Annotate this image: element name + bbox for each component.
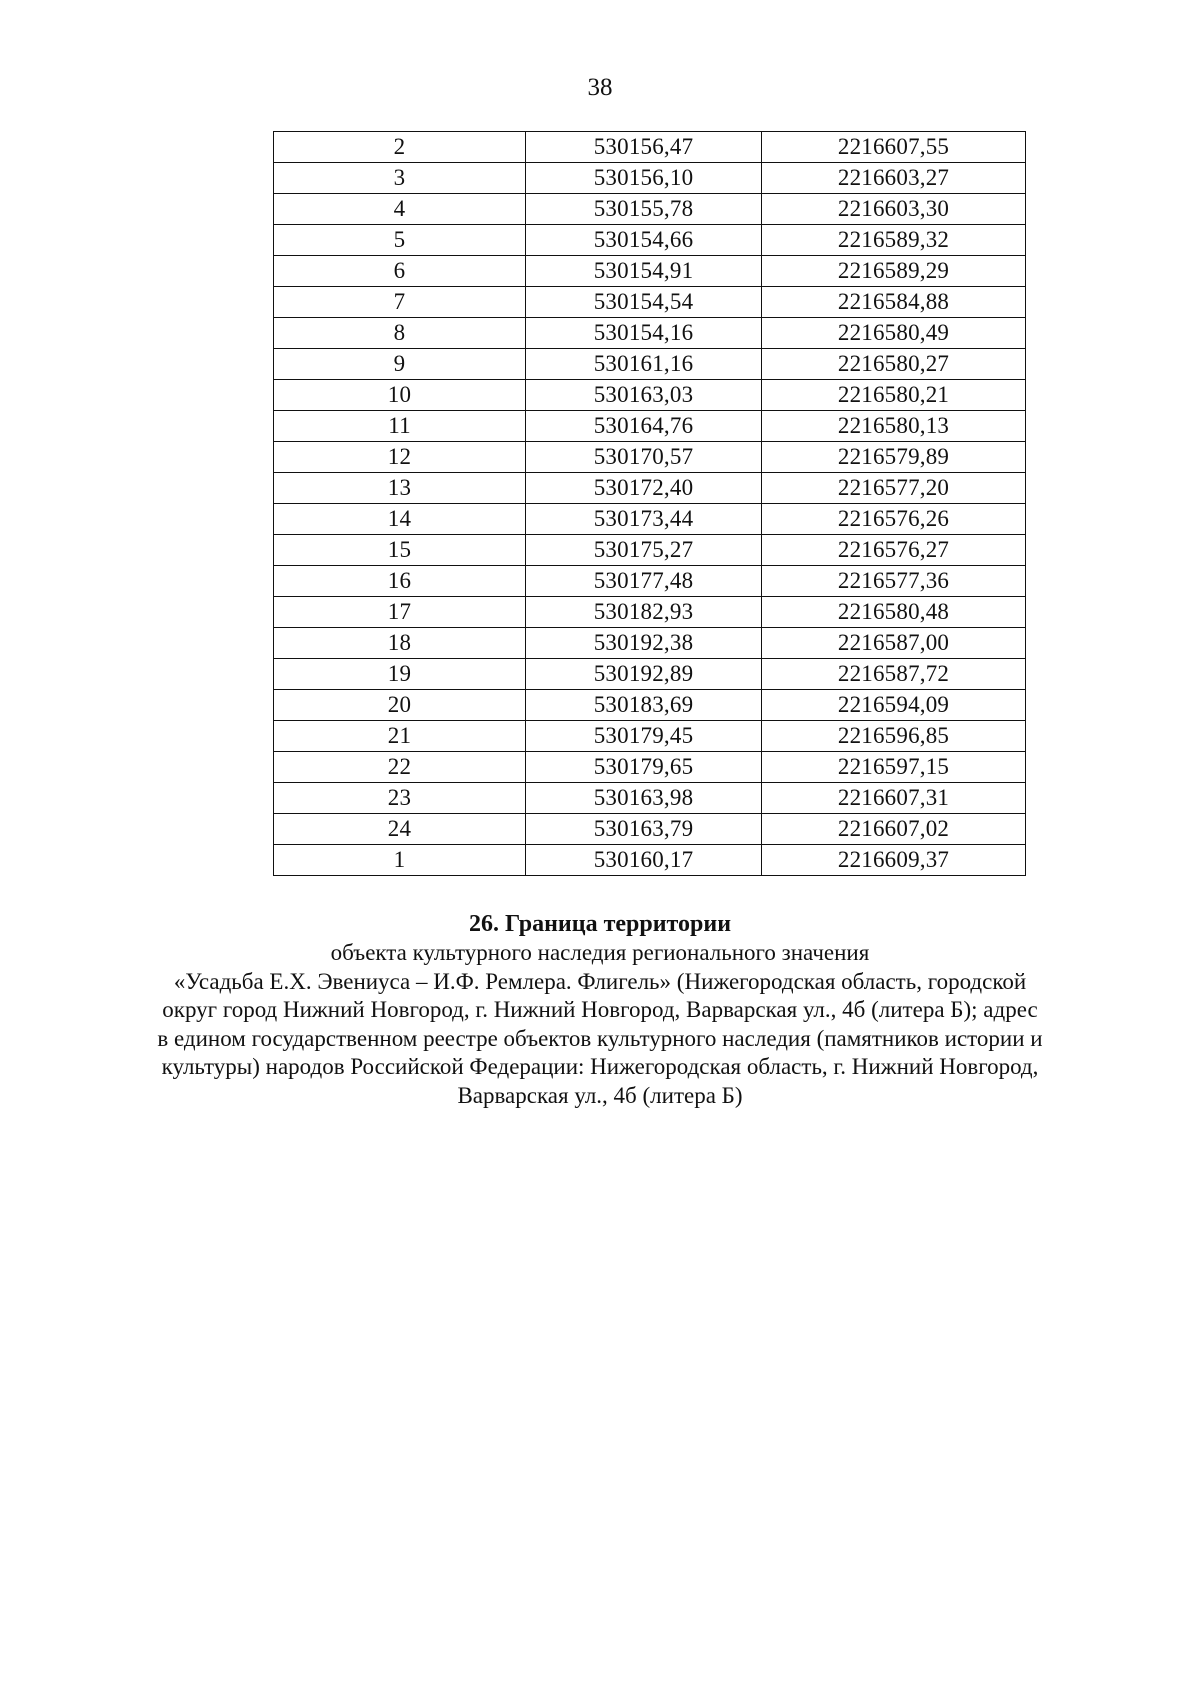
point-number-cell: 1 bbox=[274, 845, 526, 876]
table-row bbox=[274, 659, 1026, 690]
y-coordinate-cell: 2216603,30 bbox=[762, 194, 1026, 225]
point-number-cell: 6 bbox=[274, 256, 526, 287]
point-number-cell: 10 bbox=[274, 380, 526, 411]
y-coordinate-cell: 2216607,31 bbox=[762, 783, 1026, 814]
table-row bbox=[274, 380, 1026, 411]
table-row bbox=[274, 256, 1026, 287]
point-number-cell: 12 bbox=[274, 442, 526, 473]
x-coordinate-cell: 530154,66 bbox=[526, 225, 762, 256]
x-coordinate-cell: 530182,93 bbox=[526, 597, 762, 628]
y-coordinate-cell: 2216603,27 bbox=[762, 163, 1026, 194]
point-number-cell: 23 bbox=[274, 783, 526, 814]
x-coordinate-cell: 530160,17 bbox=[526, 845, 762, 876]
x-coordinate-cell: 530154,91 bbox=[526, 256, 762, 287]
y-coordinate-cell: 2216594,09 bbox=[762, 690, 1026, 721]
y-coordinate-cell: 2216596,85 bbox=[762, 721, 1026, 752]
y-coordinate-cell: 2216576,26 bbox=[762, 504, 1026, 535]
y-coordinate-cell: 2216589,29 bbox=[762, 256, 1026, 287]
section-title: 26. Граница территории bbox=[468, 911, 732, 937]
table-row bbox=[274, 318, 1026, 349]
y-coordinate-cell: 2216609,37 bbox=[762, 845, 1026, 876]
section-line: «Усадьба Е.Х. Эвениуса – И.Ф. Ремлера. Флигель» (Нижегородская область, городской bbox=[173, 968, 1027, 994]
section-line: округ город Нижний Новгород, г. Нижний Новгород, Варварская ул., 4б (литера Б); адрес bbox=[162, 997, 1038, 1022]
point-number-cell: 7 bbox=[274, 287, 526, 318]
x-coordinate-cell: 530156,10 bbox=[526, 163, 762, 194]
point-number-cell: 15 bbox=[274, 535, 526, 566]
y-coordinate-cell: 2216576,27 bbox=[762, 535, 1026, 566]
y-coordinate-cell: 2216587,00 bbox=[762, 628, 1026, 659]
point-number-cell: 11 bbox=[274, 411, 526, 442]
y-coordinate-cell: 2216579,89 bbox=[762, 442, 1026, 473]
x-coordinate-cell: 530161,16 bbox=[526, 349, 762, 380]
y-coordinate-cell: 2216580,13 bbox=[762, 411, 1026, 442]
x-coordinate-cell: 530179,65 bbox=[526, 752, 762, 783]
section-26 bbox=[0, 910, 1200, 1110]
table-row bbox=[274, 535, 1026, 566]
y-coordinate-cell: 2216607,55 bbox=[762, 132, 1026, 163]
x-coordinate-cell: 530163,03 bbox=[526, 380, 762, 411]
y-coordinate-cell: 2216580,27 bbox=[762, 349, 1026, 380]
point-number-cell: 21 bbox=[274, 721, 526, 752]
table-row bbox=[274, 349, 1026, 380]
table-row bbox=[274, 845, 1026, 876]
y-coordinate-cell: 2216587,72 bbox=[762, 659, 1026, 690]
section-line: в едином государственном реестре объектов культурного наследия (памятников истории и bbox=[157, 1025, 1043, 1051]
table-row bbox=[274, 690, 1026, 721]
point-number-cell: 8 bbox=[274, 318, 526, 349]
table-row bbox=[274, 132, 1026, 163]
point-number-cell: 18 bbox=[274, 628, 526, 659]
table-row bbox=[274, 628, 1026, 659]
point-number-cell: 19 bbox=[274, 659, 526, 690]
section-line: объекта культурного наследия регионального значения bbox=[330, 940, 870, 965]
section-line: культуры) народов Российской Федерации: Нижегородская область, г. Нижний Новгород, bbox=[161, 1054, 1039, 1079]
point-number-cell: 17 bbox=[274, 597, 526, 628]
x-coordinate-cell: 530192,89 bbox=[526, 659, 762, 690]
x-coordinate-cell: 530179,45 bbox=[526, 721, 762, 752]
table-row bbox=[274, 814, 1026, 845]
point-number-cell: 4 bbox=[274, 194, 526, 225]
point-number-cell: 20 bbox=[274, 690, 526, 721]
point-number-cell: 2 bbox=[274, 132, 526, 163]
x-coordinate-cell: 530163,98 bbox=[526, 783, 762, 814]
x-coordinate-cell: 530154,16 bbox=[526, 318, 762, 349]
point-number-cell: 16 bbox=[274, 566, 526, 597]
point-number-cell: 9 bbox=[274, 349, 526, 380]
x-coordinate-cell: 530183,69 bbox=[526, 690, 762, 721]
y-coordinate-cell: 2216577,36 bbox=[762, 566, 1026, 597]
point-number-cell: 13 bbox=[274, 473, 526, 504]
x-coordinate-cell: 530170,57 bbox=[526, 442, 762, 473]
y-coordinate-cell: 2216580,21 bbox=[762, 380, 1026, 411]
section-line: Варварская ул., 4б (литера Б) bbox=[457, 1082, 743, 1108]
table-row bbox=[274, 411, 1026, 442]
point-number-cell: 14 bbox=[274, 504, 526, 535]
x-coordinate-cell: 530175,27 bbox=[526, 535, 762, 566]
y-coordinate-cell: 2216589,32 bbox=[762, 225, 1026, 256]
table-row bbox=[274, 163, 1026, 194]
page-number: 38 bbox=[587, 74, 613, 101]
table-row bbox=[274, 566, 1026, 597]
y-coordinate-cell: 2216597,15 bbox=[762, 752, 1026, 783]
x-coordinate-cell: 530164,76 bbox=[526, 411, 762, 442]
coordinates-table-body bbox=[274, 132, 1026, 876]
x-coordinate-cell: 530163,79 bbox=[526, 814, 762, 845]
table-row bbox=[274, 473, 1026, 504]
section-description bbox=[130, 939, 1070, 1110]
y-coordinate-cell: 2216580,49 bbox=[762, 318, 1026, 349]
table-row bbox=[274, 752, 1026, 783]
table-row bbox=[274, 783, 1026, 814]
x-coordinate-cell: 530192,38 bbox=[526, 628, 762, 659]
x-coordinate-cell: 530156,47 bbox=[526, 132, 762, 163]
table-row bbox=[274, 287, 1026, 318]
x-coordinate-cell: 530177,48 bbox=[526, 566, 762, 597]
x-coordinate-cell: 530172,40 bbox=[526, 473, 762, 504]
y-coordinate-cell: 2216607,02 bbox=[762, 814, 1026, 845]
point-number-cell: 3 bbox=[274, 163, 526, 194]
table-row bbox=[274, 504, 1026, 535]
coordinates-table bbox=[273, 131, 1026, 876]
table-row bbox=[274, 442, 1026, 473]
point-number-cell: 24 bbox=[274, 814, 526, 845]
y-coordinate-cell: 2216580,48 bbox=[762, 597, 1026, 628]
table-row bbox=[274, 194, 1026, 225]
x-coordinate-cell: 530155,78 bbox=[526, 194, 762, 225]
y-coordinate-cell: 2216577,20 bbox=[762, 473, 1026, 504]
x-coordinate-cell: 530173,44 bbox=[526, 504, 762, 535]
point-number-cell: 5 bbox=[274, 225, 526, 256]
table-row bbox=[274, 721, 1026, 752]
table-row bbox=[274, 225, 1026, 256]
table-row bbox=[274, 597, 1026, 628]
point-number-cell: 22 bbox=[274, 752, 526, 783]
y-coordinate-cell: 2216584,88 bbox=[762, 287, 1026, 318]
x-coordinate-cell: 530154,54 bbox=[526, 287, 762, 318]
